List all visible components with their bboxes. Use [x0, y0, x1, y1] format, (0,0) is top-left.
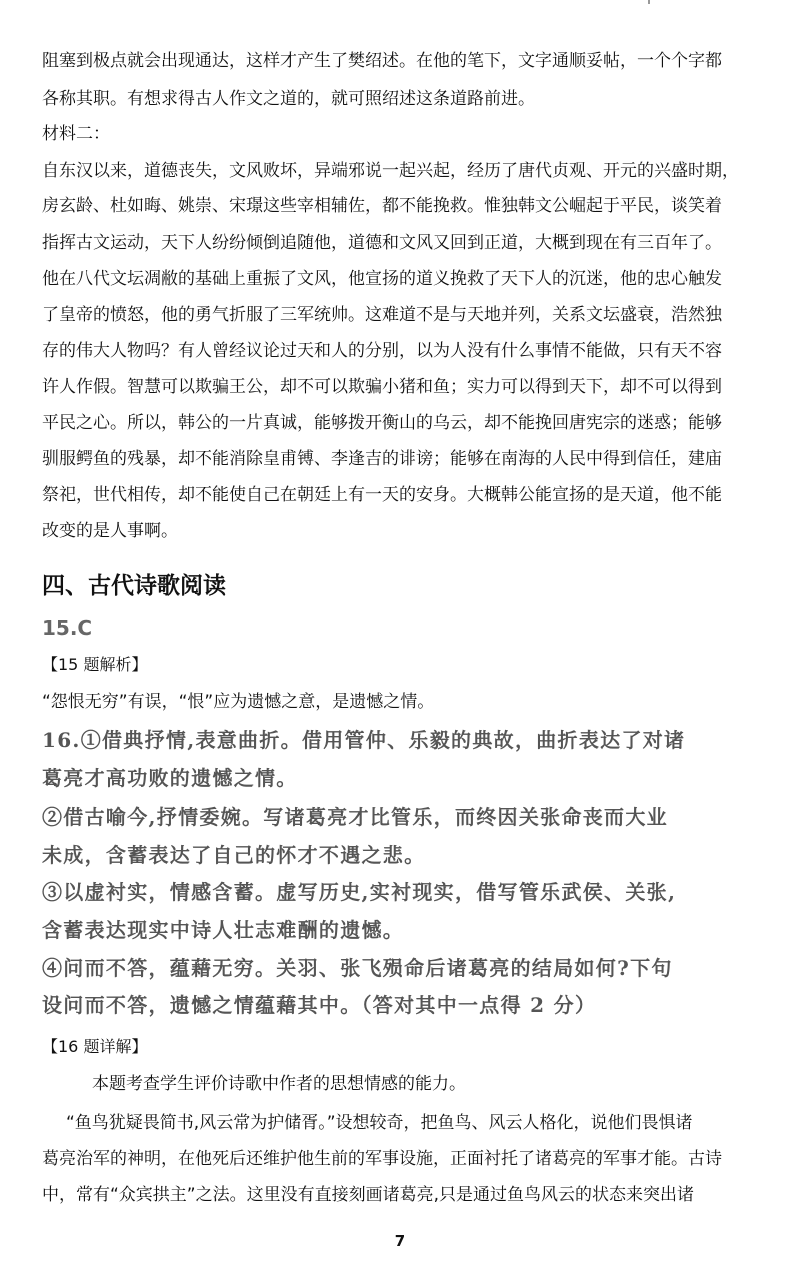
paragraph-line: 房玄龄、杜如晦、姚崇、宋璟这些宰相辅佐，都不能挽救。惟独韩文公崛起于平民，谈笑着 [42, 196, 722, 216]
q16-answer-line: 16.①借典抒情,表意曲折。借用管仲、乐毅的典故，曲折表达了对诸 [42, 728, 686, 752]
paragraph-line: 指挥古文运动，天下人纷纷倾倒追随他，道德和文风又回到正道，大概到现在有三百年了。 [42, 233, 722, 253]
q16-detail-line: “鱼鸟犹疑畏简书,风云常为护储胥。”设想较奇，把鱼鸟、风云人格化，说他们畏惧诸 [66, 1113, 693, 1133]
q16-answer-line: 未成，含蓄表达了自己的怀才不遇之悲。 [42, 843, 426, 867]
q15-label: 【15 题解析】 [42, 655, 148, 674]
q16-answer-line: ②借古喻今,抒情委婉。写诸葛亮才比管乐，而终因关张命丧而大业 [42, 805, 668, 829]
material-label: 材料二： [42, 124, 110, 144]
paragraph-line: 阻塞到极点就会出现通达，这样才产生了樊绍述。在他的笔下，文字通顺妥帖，一个个字都 [42, 51, 722, 71]
q15-answer: 15.C [42, 616, 93, 640]
paragraph-line: 他在八代文坛凋敝的基础上重振了文风，他宣扬的道义挽救了天下人的沉迷，他的忠心触发 [42, 269, 722, 289]
q16-label: 【16 题详解】 [42, 1037, 148, 1056]
paragraph-line: 平民之心。所以，韩公的一片真诚，能够拨开衡山的乌云，却不能挽回唐宪宗的迷惑；能够 [42, 413, 722, 433]
paragraph-line: 了皇帝的愤怒，他的勇气折服了三军统帅。这难道不是与天地并列，关系文坛盛衰，浩然独 [42, 305, 722, 325]
q16-answer-line: 葛亮才高功败的遗憾之情。 [42, 766, 298, 790]
q16-answer-line: ③以虚衬实，情感含蓄。虚写历史,实衬现实，借写管乐武侯、关张, [42, 880, 677, 904]
section-heading: 四、古代诗歌阅读 [42, 572, 226, 599]
q16-detail-line: 中，常有“众宾拱主”之法。这里没有直接刻画诸葛亮,只是通过鱼鸟风云的状态来突出诸 [42, 1185, 695, 1205]
page-number: 7 [394, 1232, 406, 1250]
q16-answer-line: 设问而不答，遗憾之情蕴藉其中。（答对其中一点得 2 分） [42, 993, 597, 1017]
paragraph-line: 存的伟大人物吗？有人曾经议论过天和人的分别，以为人没有什么事情不能做，只有天不容 [42, 341, 722, 361]
q16-answer-line: 含蓄表达现实中诗人壮志难酬的遗憾。 [42, 918, 405, 942]
q16-detail-line: 本题考查学生评价诗歌中作者的思想情感的能力。 [92, 1074, 466, 1094]
paragraph-line: 驯服鳄鱼的残暴，却不能消除皇甫镈、李逢吉的诽谤；能够在南海的人民中得到信任，建庙 [42, 449, 722, 469]
paragraph-line: 改变的是人事啊。 [42, 521, 178, 541]
paragraph-line: 各称其职。有想求得古人作文之道的，就可照绍述这条道路前进。 [42, 89, 535, 109]
q16-answer-line: ④问而不答，蕴藉无穷。关羽、张飞殒命后诸葛亮的结局如何?下句 [42, 956, 673, 980]
top-mark [648, 0, 650, 4]
paragraph-line: 许人作假。智慧可以欺骗王公，却不可以欺骗小猪和鱼；实力可以得到天下，却不可以得到 [42, 377, 722, 397]
paragraph-line: 自东汉以来，道德丧失，文风败坏，异端邪说一起兴起，经历了唐代贞观、开元的兴盛时期， [42, 161, 739, 181]
paragraph-line: 祭祀，世代相传，却不能使自己在朝廷上有一天的安身。大概韩公能宣扬的是天道，他不能 [42, 485, 722, 505]
q15-explanation: “怨恨无穷”有误，“恨”应为遗憾之意，是遗憾之情。 [42, 692, 435, 712]
q16-detail-line: 葛亮治军的神明，在他死后还维护他生前的军事设施，正面衬托了诸葛亮的军事才能。古诗 [42, 1149, 722, 1169]
